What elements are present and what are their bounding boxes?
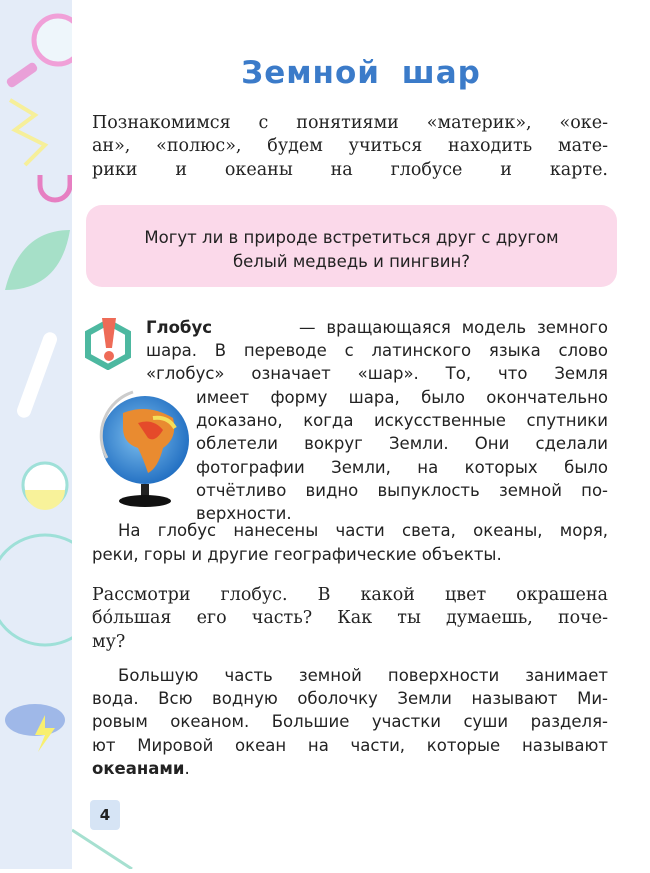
text-line: ют Мировой океан на части, которые называют [92,736,608,755]
text-line: имеет форму шара, было окончательно [196,388,608,407]
decorative-sidebar [0,0,72,869]
text-line: Познакомимся с понятиями «материк», «оке- [92,113,608,133]
text-line: фотографии Земли, на которых было [196,458,608,477]
question-box [86,205,617,287]
text-line: «глобус» означает «шар». То, что Земля [146,364,608,383]
text-line: На глобус нанесены части света, океаны, моря, [118,521,608,540]
text-line: бóльшая его часть? Как ты думаешь, поче- [92,608,608,628]
page-number: 4 [90,800,120,830]
page-title: Земной шар [241,55,481,91]
text-line: Большую часть земной поверхности занимает [118,666,608,685]
text-line: доказано, когда искусственные спутники [196,411,608,430]
text-line: рики и океаны на глобусе и карте. [92,160,608,180]
text-line: вода. Всю водную оболочку Земли называют Ми- [92,689,608,708]
text-line: реки, горы и другие географические объекты. [92,545,502,564]
decorative-frame-icon [72,800,172,869]
globe-image [93,388,193,510]
question-line: Могут ли в природе встретиться друг с другом [144,228,559,247]
text-line: отчётливо видно выпуклость земной по- [196,481,608,500]
text-line: верхности. [196,504,292,523]
text-line: ан», «полюс», будем учиться находить мате- [92,136,608,156]
term-globus: Глобус [146,318,212,337]
text-line: шара. В переводе с латинского языка слово [146,341,608,360]
question-line: белый медведь и пингвин? [232,252,471,271]
text-line: — вращающаяся модель земного [299,318,608,337]
text-line: Рассмотри глобус. В какой цвет окрашена [92,585,608,605]
text-line: . [184,759,190,778]
text-line: ровым океаном. Большие участки суши разделя- [92,712,608,731]
term-oceans: океанами [92,759,185,778]
text-line: облетели вокруг Земли. Они сделали [196,434,608,453]
attention-icon [84,318,132,370]
science-doodles-icon [0,0,72,869]
text-line: му? [92,632,126,652]
